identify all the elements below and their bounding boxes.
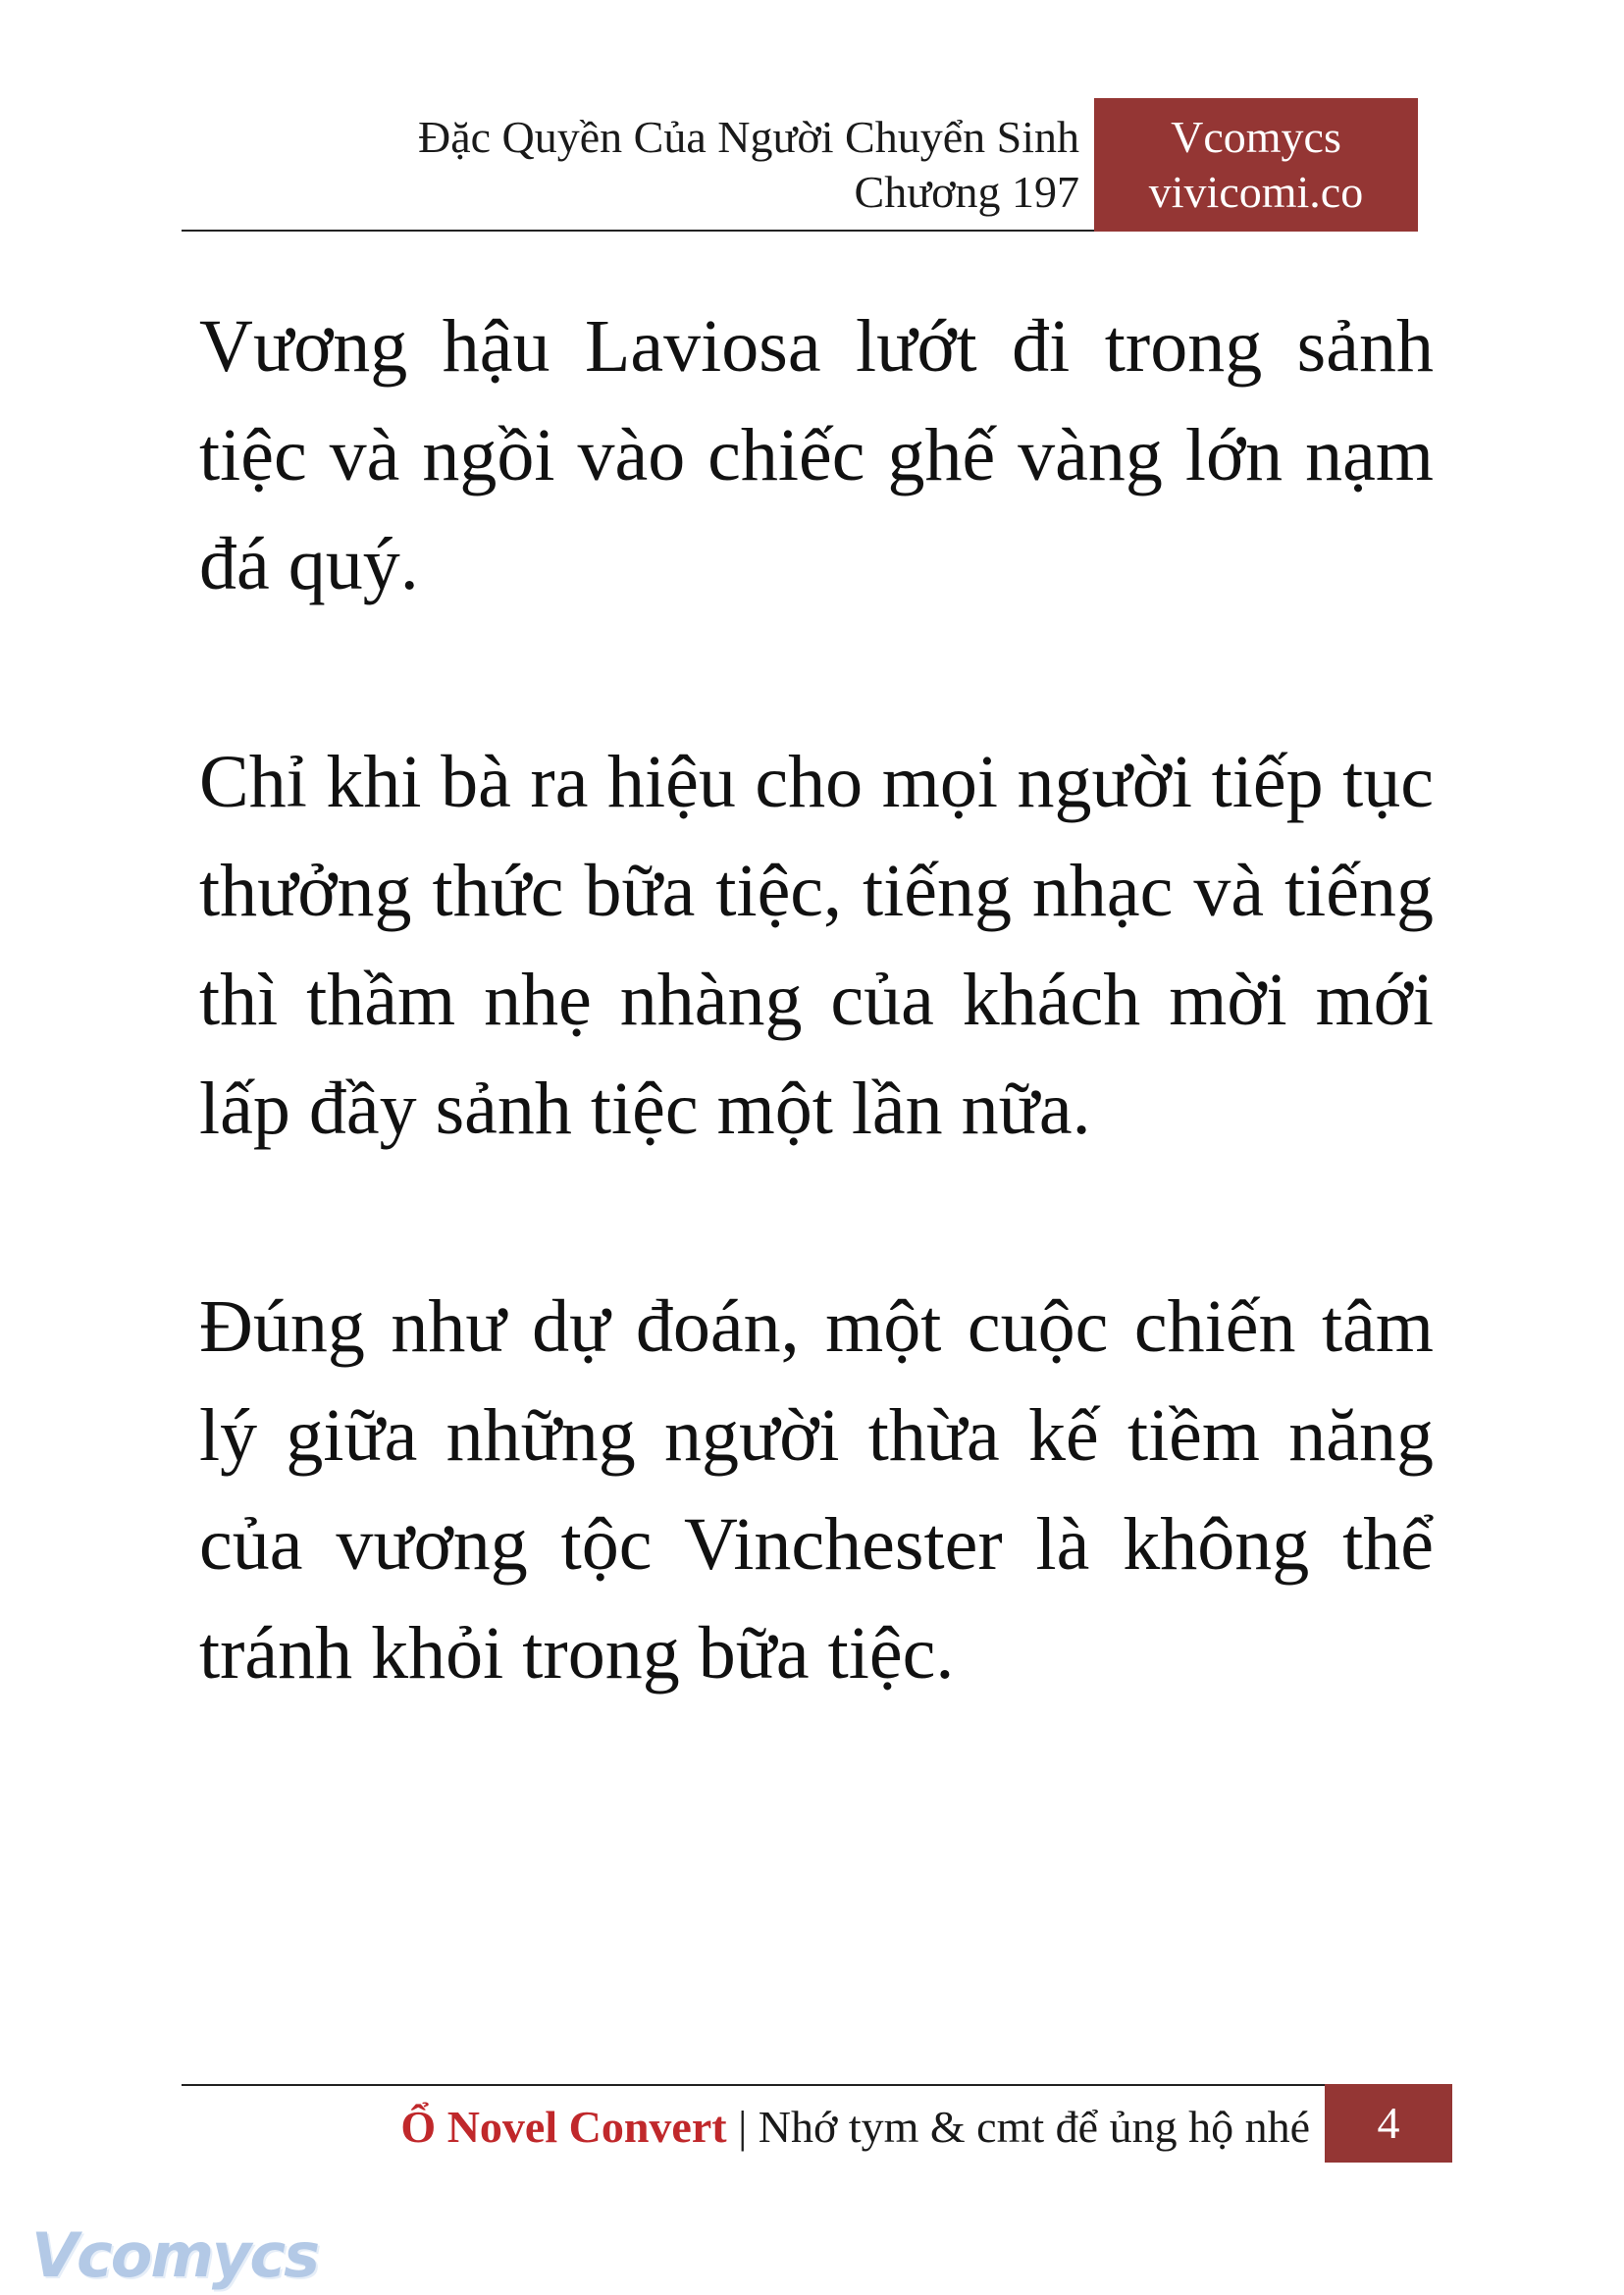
brand-box bbox=[1094, 98, 1418, 232]
page-number: 4 bbox=[1325, 2084, 1452, 2163]
brand-name: Vcomycs bbox=[1171, 112, 1341, 162]
chapter-label: Chương 197 bbox=[854, 167, 1079, 217]
paragraph-2: Chỉ khi bà ra hiệu cho mọi người tiếp tục thưởng thức bữa tiệc, tiếng nhạc và tiếng thì thầm nhẹ nhàng của khách mời mới lấp đầy sảnh tiệc một lần nữa. bbox=[199, 741, 1434, 1150]
brand-url: vivicomi.co bbox=[1148, 167, 1364, 217]
chapter-body bbox=[199, 292, 1434, 1817]
page-header bbox=[182, 98, 1418, 232]
book-title: Đặc Quyền Của Người Chuyển Sinh bbox=[417, 112, 1079, 162]
footer-separator: | bbox=[726, 2102, 759, 2152]
footer-brand: Ổ Novel Convert bbox=[400, 2102, 727, 2152]
header-divider bbox=[182, 230, 1094, 232]
header-title-block bbox=[418, 110, 1079, 220]
footer-divider bbox=[182, 2084, 1325, 2086]
page-footer bbox=[182, 2084, 1452, 2163]
footer-message: Nhớ tym & cmt để ủng hộ nhé bbox=[758, 2102, 1310, 2152]
watermark-logo: Vcomycs bbox=[31, 2219, 319, 2291]
footer-text bbox=[400, 2098, 1310, 2157]
paragraph-3: Đúng như dự đoán, một cuộc chiến tâm lý giữa những người thừa kế tiềm năng của vương tộc Vinchester là không thể tránh khỏi trong bữa tiệc. bbox=[199, 1285, 1434, 1695]
paragraph-1: Vương hậu Laviosa lướt đi trong sảnh tiệc và ngồi vào chiếc ghế vàng lớn nạm đá quý. bbox=[199, 305, 1434, 605]
